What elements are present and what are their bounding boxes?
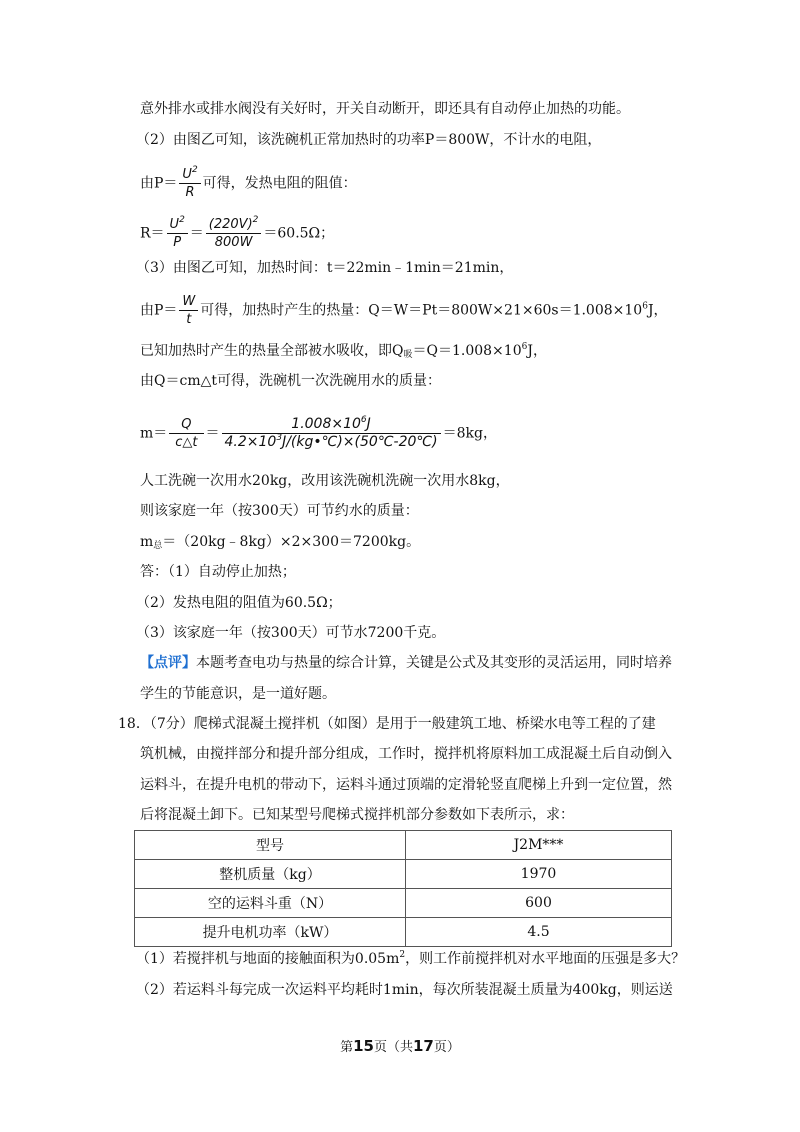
fraction: $\frac{U^2}{R}$: [179, 166, 200, 201]
fraction: $\frac{1.008\times 10^6J}{4.2\times 10^3J/(kg•℃)\times(50℃-20℃)}$: [222, 416, 441, 451]
table-cell: 整机质量（kg）: [135, 860, 406, 889]
comment-line: 学生的节能意识，是一道好题。: [140, 686, 336, 702]
question-18-line: 后将混凝土卸下。已知某型号爬梯式搅拌机部分参数如下表所示，求：: [140, 807, 574, 823]
page-footer: 第15页（共17页）: [340, 1037, 460, 1055]
page-number: 15: [353, 1037, 374, 1055]
table-cell: 4.5: [406, 918, 672, 947]
table-row: [135, 860, 672, 889]
text-line: 则该家庭一年（按300天）可节约水的质量：: [140, 503, 419, 519]
table-cell: J2M***: [406, 831, 672, 860]
sub-question-line: （1）若搅拌机与地面的接触面积为$0.05m^2$，则工作前搅拌机对水平地面的压强是多大？: [136, 950, 686, 967]
text-line: 人工洗碗一次用水20kg，改用该洗碗机洗碗一次用水8kg，: [140, 473, 510, 489]
question-18-line: 18．（7分）爬梯式混凝土搅拌机（如图）是用于一般建筑工地、桥梁水电等工程的了建: [118, 716, 656, 732]
fraction: $\frac{U^2}{P}$: [167, 216, 188, 251]
text-line: （3）由图乙可知，加热时间：t＝22min﹣1min＝21min，: [136, 260, 514, 276]
formula-line: 由P＝ $\frac{U^2}{R}$ 可得，发热电阻的阻值：: [140, 165, 357, 200]
formula-line: R＝ $\frac{U^2}{P}$ ＝ $\frac{(220V)^2}{800W}$ ＝60.5Ω；: [140, 215, 335, 250]
parameter-table: [134, 830, 672, 947]
text-line: 意外排水或排水阀没有关好时，开关自动断开，即还具有自动停止加热的功能。: [140, 101, 630, 117]
comment-tag: 【点评】: [140, 655, 196, 671]
table-cell: 600: [406, 889, 672, 918]
table-cell: 提升电机功率（kW）: [135, 918, 406, 947]
fraction: $\frac{Q}{c\triangle t}$: [169, 416, 203, 451]
answer-line: （2）发热电阻的阻值为60.5Ω；: [136, 595, 342, 611]
table-cell: 空的运料斗重（N）: [135, 889, 406, 918]
table-row: [135, 831, 672, 860]
question-18-line: 运料斗，在提升电机的带动下，运料斗通过顶端的定滑轮竖直爬梯上升到一定位置，然: [140, 777, 672, 793]
table-row: [135, 889, 672, 918]
table-cell: 型号: [135, 831, 406, 860]
text-line: 由Q＝cm△t可得，洗碗机一次洗碗用水的质量：: [140, 373, 441, 389]
formula-line: 由P＝ $\frac{W}{t}$ 可得，加热时产生的热量：$Q=W=Pt=800W\times 21\times 60s=1.008\times 10^6J$，: [140, 294, 668, 327]
answer-line: 答：（1）自动停止加热；: [140, 564, 296, 580]
text-line: $m_总=(20kg﹣8kg)\times 2\times 300=7200kg$。: [140, 534, 421, 551]
answer-line: （3）该家庭一年（按300天）可节水7200千克。: [136, 625, 446, 641]
sub-question-line: （2）若运料斗每完成一次运料平均耗时1min，每次所装混凝土质量为400kg，则运送: [136, 982, 673, 998]
question-18-line: 筑机械，由搅拌部分和提升部分组成，工作时，搅拌机将原料加工成混凝土后自动倒入: [140, 746, 672, 762]
formula-line: m＝ $\frac{Q}{c\triangle t}$ ＝ $\frac{1.008\times 10^6J}{4.2\times 10^3J/(kg•℃)\times(50℃-20℃)}$ ＝8kg，: [140, 415, 497, 450]
text-line: （2）由图乙可知，该洗碗机正常加热时的功率P＝800W，不计水的电阻，: [136, 132, 602, 148]
comment-line: 【点评】本题考查电功与热量的综合计算，关键是公式及其变形的灵活运用，同时培养: [140, 655, 672, 671]
fraction: $\frac{(220V)^2}{800W}$: [206, 216, 262, 251]
total-pages: 17: [413, 1037, 434, 1055]
text-line: 已知加热时产生的热量全部被水吸收，即$Q_吸=Q=1.008\times 10^6J$，: [140, 342, 547, 360]
fraction: $\frac{W}{t}$: [179, 293, 198, 328]
table-row: [135, 918, 672, 947]
table-cell: 1970: [406, 860, 672, 889]
